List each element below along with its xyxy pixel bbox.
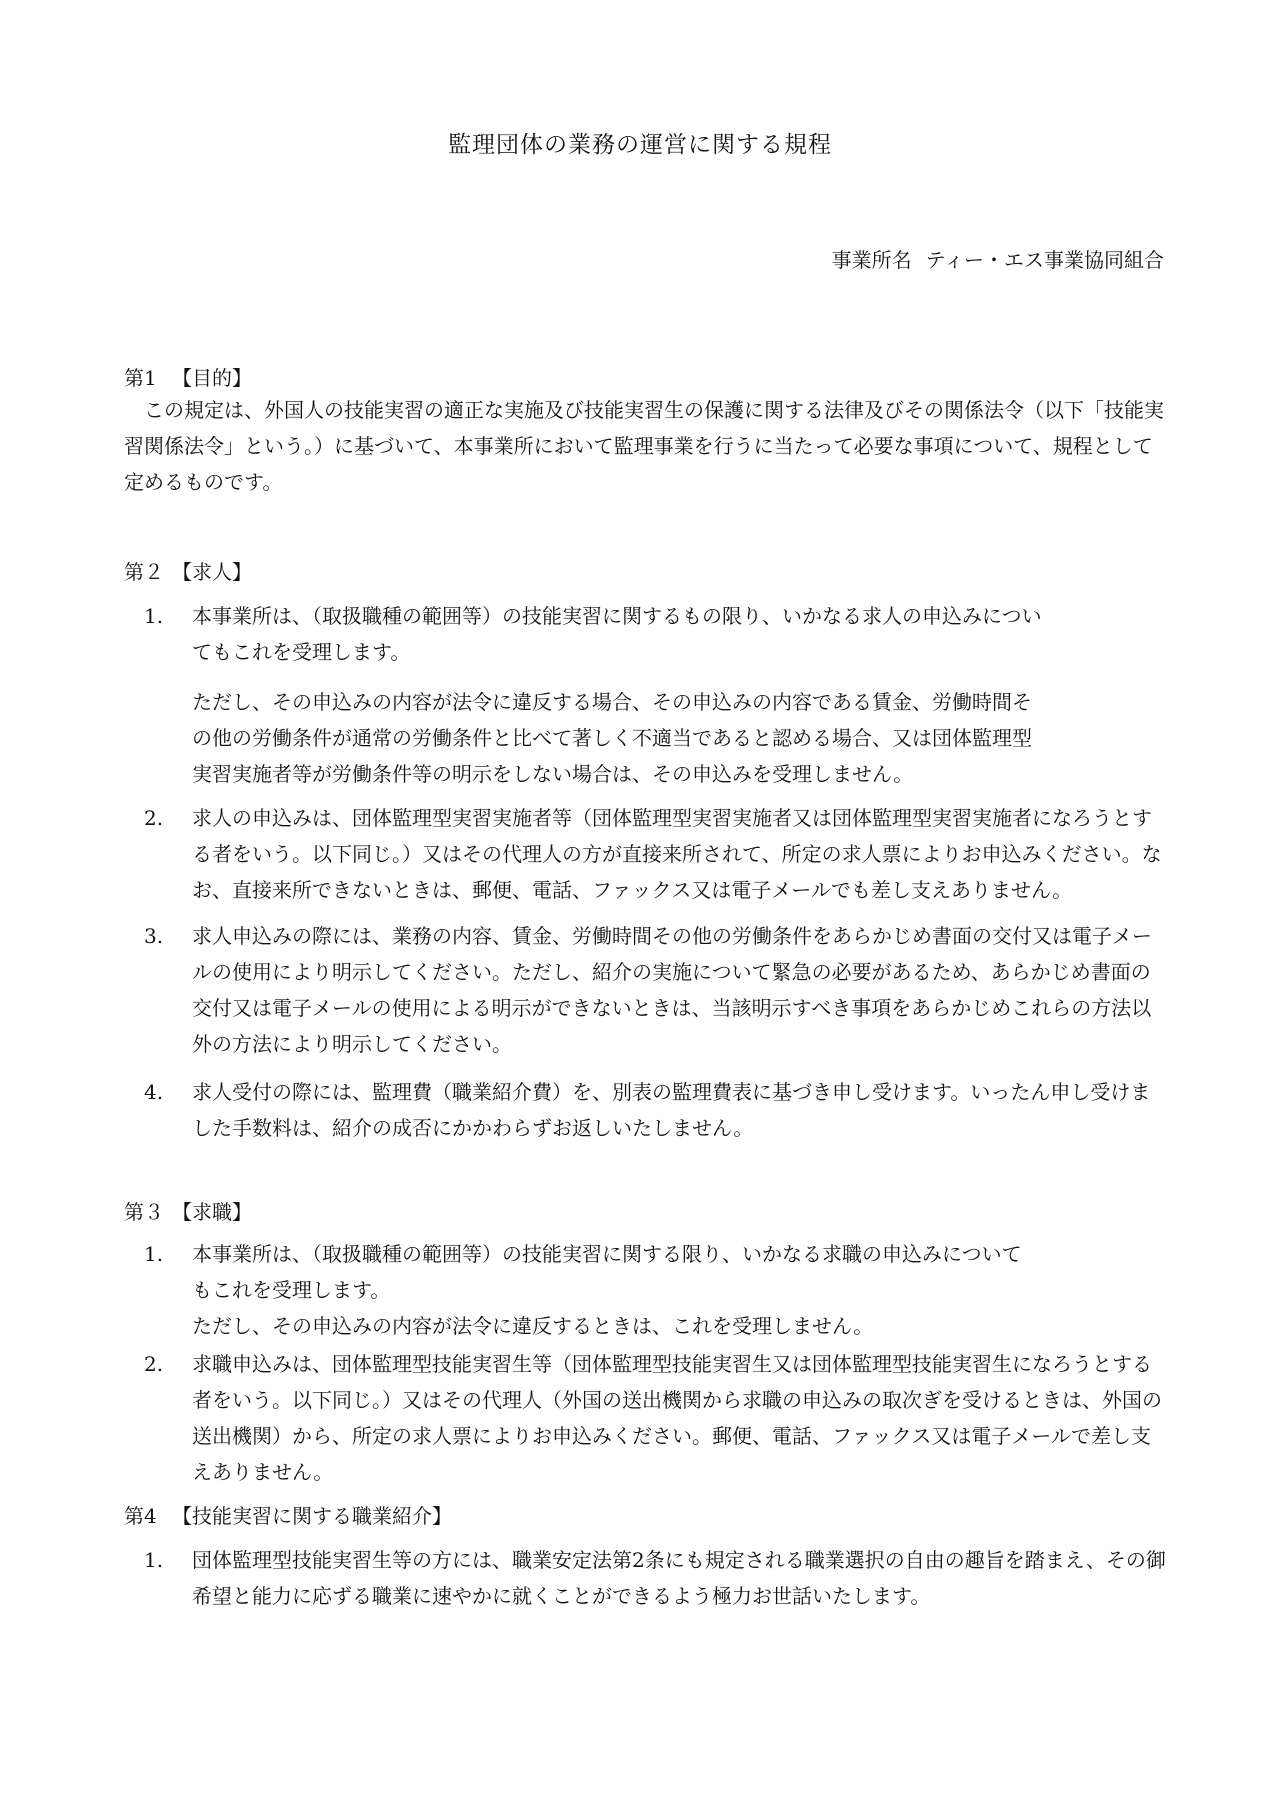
item-text: 求人の申込みは、団体監理型実習実施者等（団体監理型実習実施者又は団体監理型実習実施者になろうとする者をいう。以下同じ。）又はその代理人の方が直接来所されて、所定の求人票によりお申込みください。なお、直接来所できないときは、郵便、電話、ファックス又は電子メールでも差し支えありません。 bbox=[192, 806, 1162, 902]
item-number: 1. bbox=[144, 604, 164, 628]
section-number: 第1 bbox=[124, 366, 157, 390]
item-text: 求職申込みは、団体監理型技能実習生等（団体監理型技能実習生又は団体監理型技能実習生になろうとする者をいう。以下同じ。）又はその代理人（外国の送出機関から求職の申込みの取次ぎを受けるときは、外国の送出機関）から、所定の求人票によりお申込みください。郵便、電話、ファックス又は電子メールで差し支えありません。 bbox=[192, 1352, 1162, 1484]
item-text: 求人申込みの際には、業務の内容、賃金、労働時間その他の労働条件をあらかじめ書面の交付又は電子メールの使用により明示してください。ただし、紹介の実施について緊急の必要があるため、あらかじめ書面の交付又は電子メールの使用による明示ができないときは、当該明示すべき事項をあらかじめこれらの方法以外の方法により明示してください。 bbox=[192, 924, 1152, 1056]
office-line bbox=[832, 244, 1164, 273]
note-line: の他の労働条件が通常の労働条件と比べて著しく不適当であると認める場合、又は団体監理型 bbox=[192, 726, 1032, 750]
section-number: 第２ bbox=[124, 560, 164, 584]
section-number: 第３ bbox=[124, 1200, 164, 1224]
section-2-item-3 bbox=[124, 918, 1166, 1062]
item-number: 1. bbox=[144, 1242, 164, 1266]
note-line: 実習実施者等が労働条件等の明示をしない場合は、その申込みを受理しません。 bbox=[192, 762, 914, 786]
item-line: てもこれを受理します。 bbox=[192, 640, 411, 664]
section-title: 【技能実習に関する職業紹介】 bbox=[172, 1504, 452, 1528]
section-2-item-2 bbox=[124, 800, 1166, 908]
item-line: 本事業所は、（取扱職種の範囲等）の技能実習に関するもの限り、いかなる求人の申込みについ bbox=[192, 604, 1042, 628]
section-3-heading bbox=[124, 1196, 252, 1225]
section-2-item-1 bbox=[124, 598, 1166, 670]
section-1-text: この規定は、外国人の技能実習の適正な実施及び技能実習生の保護に関する法律及びその関係法令（以下「技能実習関係法令」という。）に基づいて、本事業所において監理事業を行うに当たって必要な事項について、規程として定めるものです。 bbox=[124, 398, 1164, 494]
section-title: 【求人】 bbox=[172, 560, 252, 584]
item-number: 1. bbox=[144, 1548, 164, 1572]
item-number: 2. bbox=[144, 1352, 164, 1376]
document-title: 監理団体の業務の運営に関する規程 bbox=[448, 132, 832, 158]
section-title: 【求職】 bbox=[172, 1200, 252, 1224]
item-number: 2. bbox=[144, 806, 164, 830]
note-line: ただし、その申込みの内容が法令に違反する場合、その申込みの内容である賃金、労働時間そ bbox=[192, 690, 1032, 714]
section-4-item-1 bbox=[124, 1542, 1166, 1614]
section-number: 第4 bbox=[124, 1504, 157, 1528]
item-line: もこれを受理します。 bbox=[192, 1278, 391, 1302]
item-number: 3. bbox=[144, 924, 164, 948]
section-2-heading bbox=[124, 556, 252, 585]
section-1-heading bbox=[124, 362, 252, 391]
section-3-item-2 bbox=[124, 1346, 1166, 1490]
section-4-heading bbox=[124, 1500, 452, 1529]
item-line: 本事業所は、（取扱職種の範囲等）の技能実習に関する限り、いかなる求職の申込みについて bbox=[192, 1242, 1022, 1266]
item-text: 求人受付の際には、監理費（職業紹介費）を、別表の監理費表に基づき申し受けます。いったん申し受けました手数料は、紹介の成否にかかわらずお返しいたしません。 bbox=[192, 1080, 1151, 1140]
item-number: 4. bbox=[144, 1080, 164, 1104]
section-2-item-4 bbox=[124, 1074, 1166, 1146]
section-2-item-1-note bbox=[192, 684, 1166, 792]
note-line: ただし、その申込みの内容が法令に違反するときは、これを受理しません。 bbox=[192, 1314, 874, 1338]
section-title: 【目的】 bbox=[172, 366, 252, 390]
section-3-item-1 bbox=[124, 1236, 1166, 1308]
section-3-item-1-note bbox=[192, 1308, 1166, 1344]
item-text: 団体監理型技能実習生等の方には、職業安定法第2条にも規定される職業選択の自由の趣旨を踏まえ、その御希望と能力に応ずる職業に速やかに就くことができるよう極力お世話いたします。 bbox=[192, 1548, 1166, 1608]
office-name: ティー・エス事業協同組合 bbox=[925, 248, 1164, 272]
office-label: 事業所名 bbox=[831, 248, 912, 272]
